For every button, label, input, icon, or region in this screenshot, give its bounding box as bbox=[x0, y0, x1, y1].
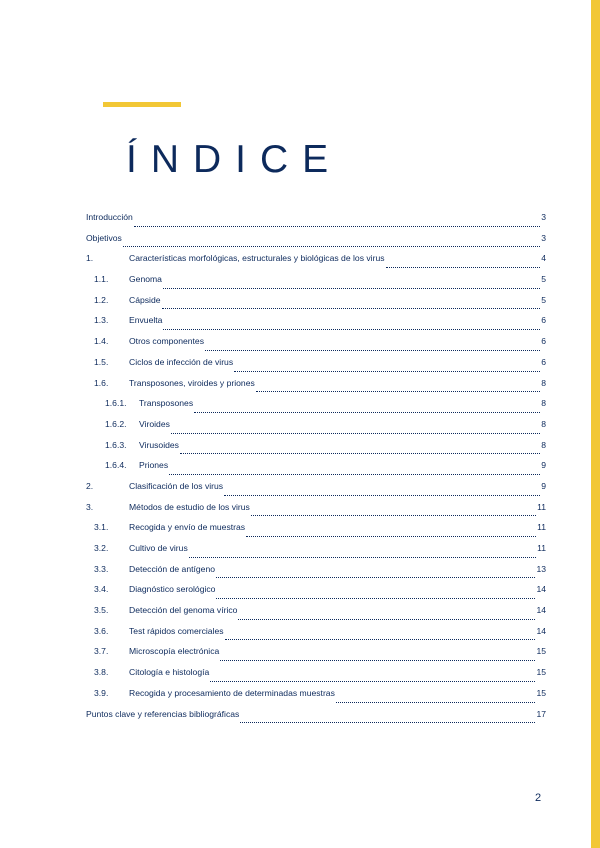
toc-entry-label: Virusoides bbox=[139, 439, 179, 450]
toc-entry-page: 14 bbox=[536, 625, 546, 636]
toc-entry-page: 9 bbox=[541, 480, 546, 491]
toc-entry-label: Detección de antígeno bbox=[129, 563, 216, 574]
toc-entry-page: 17 bbox=[536, 708, 546, 719]
toc-dot-leader bbox=[194, 412, 540, 413]
toc-entry-number: 1.2. bbox=[94, 294, 109, 305]
toc-dot-leader bbox=[336, 702, 536, 703]
toc-entry[interactable] bbox=[86, 709, 546, 730]
toc-entry-number: 1. bbox=[86, 253, 94, 264]
toc-dot-leader bbox=[216, 598, 535, 599]
toc-entry-label: Puntos clave y referencias bibliográficas bbox=[86, 708, 240, 719]
toc-dot-leader bbox=[205, 350, 540, 351]
toc-entry[interactable] bbox=[86, 667, 546, 688]
toc-entry-page: 15 bbox=[536, 687, 546, 698]
toc-entry-number: 3.7. bbox=[94, 646, 109, 657]
toc-dot-leader bbox=[134, 226, 540, 227]
toc-entry-label: Cultivo de virus bbox=[129, 543, 188, 553]
toc-entry-label: Viroides bbox=[139, 418, 170, 429]
toc-entry[interactable] bbox=[86, 646, 546, 667]
toc-entry[interactable] bbox=[86, 688, 546, 709]
toc-entry[interactable] bbox=[86, 626, 546, 647]
toc-dot-leader bbox=[386, 267, 541, 268]
toc-entry-page: 11 bbox=[537, 522, 546, 533]
toc-entry[interactable] bbox=[86, 419, 546, 440]
toc-entry[interactable] bbox=[86, 584, 546, 605]
toc-dot-leader bbox=[256, 391, 540, 392]
toc-entry-number: 1.6.2. bbox=[105, 418, 127, 429]
toc-entry[interactable] bbox=[86, 398, 546, 419]
toc-entry-number: 1.5. bbox=[94, 356, 109, 367]
toc-entry-label: Recogida y procesamiento de determinadas muestras bbox=[129, 687, 335, 698]
toc-entry-label: Priones bbox=[139, 460, 169, 471]
toc-entry-page: 5 bbox=[541, 274, 546, 285]
toc-entry-page: 11 bbox=[537, 543, 546, 553]
toc-dot-leader bbox=[171, 433, 540, 434]
toc-entry-page: 8 bbox=[541, 398, 546, 409]
toc-entry-number: 3.9. bbox=[94, 687, 109, 698]
toc-entry-label: Test rápidos comerciales bbox=[129, 625, 224, 636]
toc-entry-page: 6 bbox=[541, 315, 546, 326]
toc-dot-leader bbox=[240, 722, 535, 723]
toc-entry-page: 14 bbox=[536, 584, 546, 595]
toc-dot-leader bbox=[216, 577, 535, 578]
toc-dot-leader bbox=[163, 288, 540, 289]
toc-entry-page: 6 bbox=[541, 356, 546, 367]
page-number: 2 bbox=[535, 792, 542, 804]
toc-dot-leader bbox=[220, 660, 535, 661]
toc-entry-page: 11 bbox=[537, 501, 546, 512]
toc-entry-number: 3.6. bbox=[94, 625, 109, 636]
toc-entry-label: Detección del genoma vírico bbox=[129, 605, 238, 616]
toc-dot-leader bbox=[225, 639, 536, 640]
toc-entry-label: Citología e histología bbox=[129, 667, 210, 678]
toc-entry-label: Cápside bbox=[129, 294, 161, 305]
toc-entry-label: Objetivos bbox=[86, 232, 122, 243]
toc-entry-page: 3 bbox=[541, 232, 546, 243]
toc-dot-leader bbox=[246, 536, 536, 537]
toc-entry-page: 6 bbox=[541, 336, 546, 347]
toc-entry[interactable] bbox=[86, 378, 546, 399]
toc-entry-page: 15 bbox=[536, 667, 546, 678]
toc-entry-number: 1.1. bbox=[94, 274, 109, 285]
toc-entry-number: 1.6.1. bbox=[105, 398, 127, 409]
toc-entry[interactable] bbox=[86, 212, 546, 233]
toc-entry-label: Ciclos de infección de virus bbox=[129, 356, 234, 367]
toc-entry-label: Recogida y envío de muestras bbox=[129, 522, 246, 533]
toc-entry[interactable] bbox=[86, 274, 546, 295]
toc-entry[interactable] bbox=[86, 605, 546, 626]
toc-dot-leader bbox=[169, 474, 540, 475]
toc-entry-label: Otros componentes bbox=[129, 336, 204, 347]
toc-entry[interactable] bbox=[86, 564, 546, 585]
toc-entry[interactable] bbox=[86, 336, 546, 357]
toc-entry[interactable] bbox=[86, 543, 546, 564]
toc-entry-page: 8 bbox=[541, 418, 546, 429]
toc-entry-number: 1.6. bbox=[94, 377, 109, 388]
page-title: ÍNDICE bbox=[126, 138, 343, 181]
toc-dot-leader bbox=[234, 371, 540, 372]
toc-entry-number: 1.4. bbox=[94, 336, 109, 347]
toc-dot-leader bbox=[123, 246, 540, 247]
toc-entry-label: Diagnóstico serológico bbox=[129, 584, 216, 595]
toc-entry[interactable] bbox=[86, 233, 546, 254]
toc-entry-number: 3.3. bbox=[94, 563, 109, 574]
toc-entry[interactable] bbox=[86, 253, 546, 274]
toc-entry-number: 1.6.4. bbox=[105, 460, 127, 471]
toc-entry-number: 1.6.3. bbox=[105, 439, 127, 450]
toc-dot-leader bbox=[251, 515, 536, 516]
toc-entry-page: 9 bbox=[541, 460, 546, 471]
toc-entry-number: 3.1. bbox=[94, 522, 109, 533]
toc-entry-page: 13 bbox=[536, 563, 546, 574]
toc-entry-number: 3. bbox=[86, 501, 94, 512]
toc-dot-leader bbox=[189, 557, 536, 558]
toc-entry-label: Clasificación de los virus bbox=[129, 480, 224, 491]
toc-dot-leader bbox=[238, 619, 535, 620]
toc-entry-number: 3.8. bbox=[94, 667, 109, 678]
toc-entry[interactable] bbox=[86, 460, 546, 481]
toc-entry-page: 8 bbox=[541, 377, 546, 388]
toc-entry[interactable] bbox=[86, 315, 546, 336]
toc-entry-label: Transposones bbox=[139, 398, 194, 409]
toc-entry-page: 14 bbox=[536, 605, 546, 616]
toc-entry-number: 3.4. bbox=[94, 584, 109, 595]
toc-dot-leader bbox=[162, 308, 541, 309]
toc-entry-label: Características morfológicas, estructurales y biológicas de los virus bbox=[129, 253, 385, 264]
toc-entry[interactable] bbox=[86, 522, 546, 543]
toc-entry-page: 5 bbox=[541, 294, 546, 305]
toc-entry-label: Métodos de estudio de los virus bbox=[129, 501, 250, 512]
toc-dot-leader bbox=[180, 453, 540, 454]
toc-entry-label: Envuelta bbox=[129, 315, 163, 326]
toc-entry-page: 4 bbox=[541, 253, 546, 264]
toc-dot-leader bbox=[210, 681, 535, 682]
toc-entry-page: 15 bbox=[536, 646, 546, 657]
toc-entry-page: 3 bbox=[541, 212, 546, 222]
toc-entry-number: 3.5. bbox=[94, 605, 109, 616]
side-accent-bar bbox=[591, 0, 600, 848]
toc-entry-label: Genoma bbox=[129, 274, 162, 285]
toc-entry-number: 1.3. bbox=[94, 315, 109, 326]
toc-entry[interactable] bbox=[86, 440, 546, 461]
toc-entry[interactable] bbox=[86, 357, 546, 378]
toc-entry-label: Introducción bbox=[86, 212, 133, 222]
title-accent-line bbox=[103, 102, 181, 107]
toc-dot-leader bbox=[163, 329, 540, 330]
toc-entry[interactable] bbox=[86, 502, 546, 523]
toc-dot-leader bbox=[224, 495, 540, 496]
toc-entry[interactable] bbox=[86, 481, 546, 502]
toc-entry-number: 3.2. bbox=[94, 543, 109, 553]
toc-entry-number: 2. bbox=[86, 480, 94, 491]
toc-entry[interactable] bbox=[86, 295, 546, 316]
toc-entry-label: Microscopía electrónica bbox=[129, 646, 220, 657]
toc-entry-page: 8 bbox=[541, 439, 546, 450]
toc-entry-label: Transposones, viroides y priones bbox=[129, 377, 255, 388]
table-of-contents bbox=[86, 212, 546, 729]
